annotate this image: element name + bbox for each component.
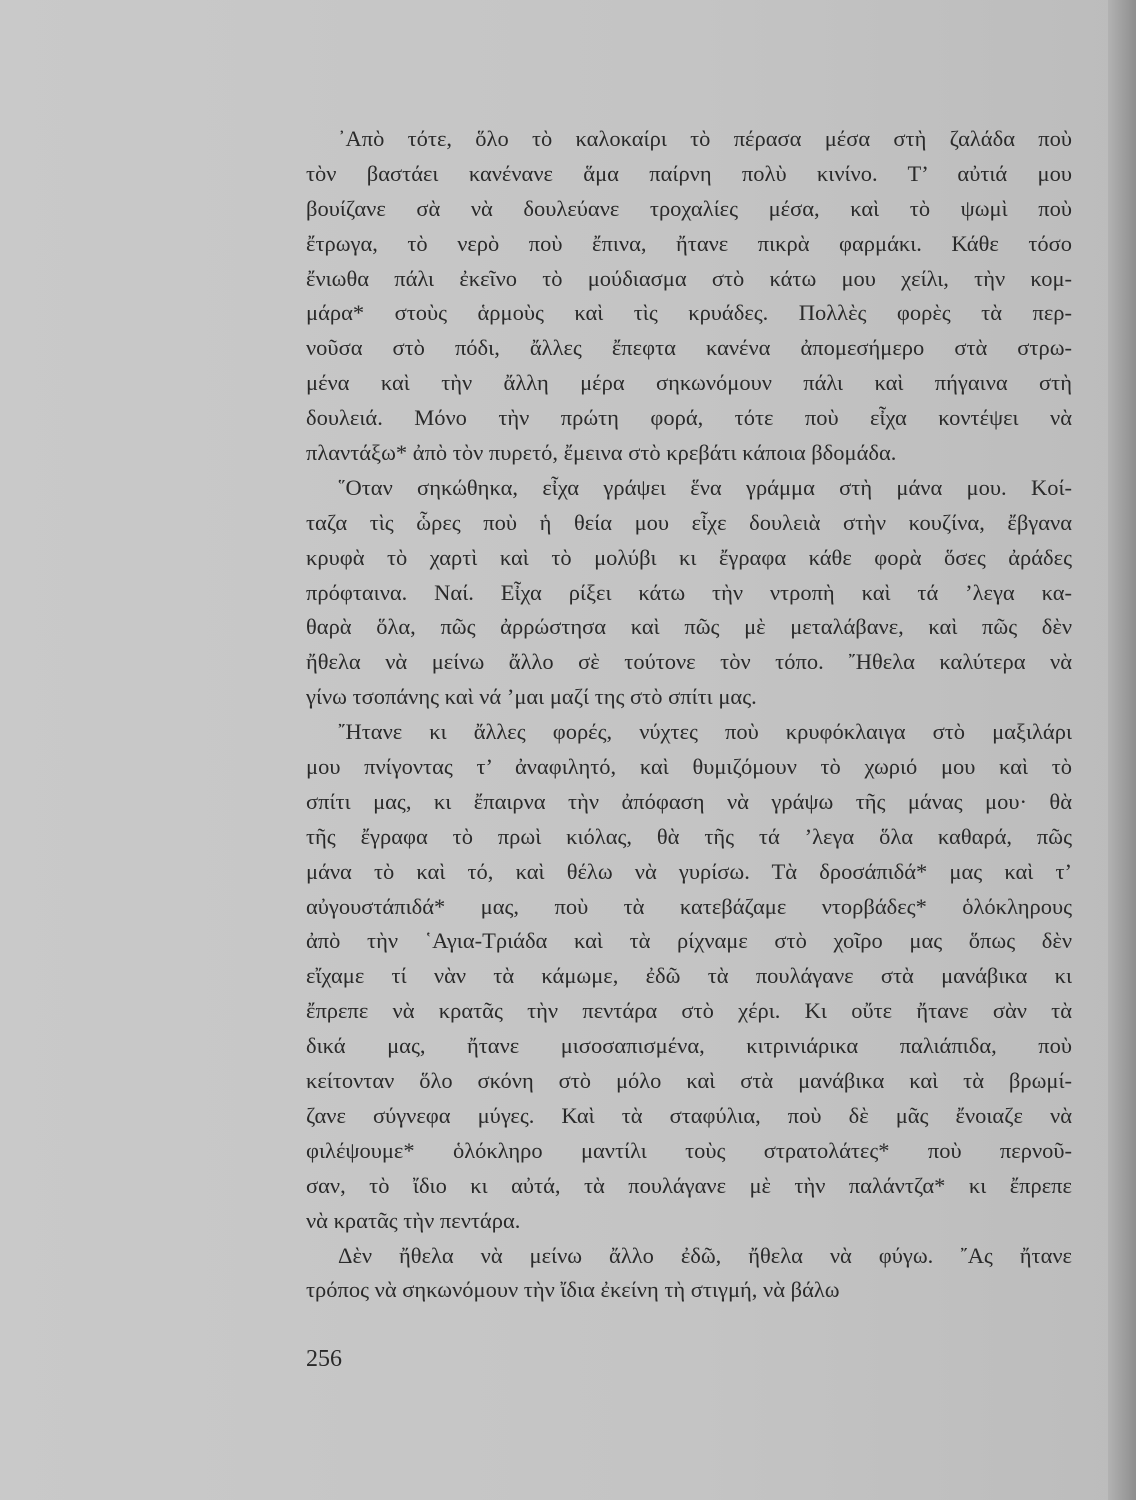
text-line: μάρα* στοὺς ἁρμοὺς καὶ τὶς κρυάδες. Πολλὲς φορὲς τὰ περ- xyxy=(306,300,1072,326)
text-line: ᾿Απὸ τότε, ὅλο τὸ καλοκαίρι τὸ πέρασα μέσα στὴ ζαλάδα ποὺ xyxy=(338,126,1072,151)
text-line: ἤθελα νὰ μείνω ἄλλο σὲ τούτονε τὸν τόπο. ῎Ηθελα καλύτερα νὰ xyxy=(306,649,1072,675)
text-line: νὰ κρατᾶς τὴν πεντάρα. xyxy=(306,1207,521,1233)
text-line: ῞Οταν σηκώθηκα, εἶχα γράψει ἕνα γράμμα στὴ μάνα μου. Κοί- xyxy=(338,474,1072,500)
text-line: σαν, τὸ ἴδιο κι αὐτά, τὰ πουλάγανε μὲ τὴν παλάντζα* κι ἔπρεπε xyxy=(306,1172,1072,1198)
text-line: τῆς ἔγραφα τὸ πρωὶ κιόλας, θὰ τῆς τά ’λεγα ὅλα καθαρά, πῶς xyxy=(306,823,1072,849)
text-line: πλαντάξω* ἀπὸ τὸν πυρετό, ἔμεινα στὸ κρεβάτι κάποια βδομάδα. xyxy=(306,440,897,466)
page-edge-shadow xyxy=(1108,0,1136,1500)
text-line: γίνω τσοπάνης καὶ νά ’μαι μαζί της στὸ σπίτι μας. xyxy=(306,684,757,710)
text-line: αὐγουστάπιδά* μας, ποὺ τὰ κατεβάζαμε ντορβάδες* ὁλόκληρους xyxy=(306,893,1072,919)
text-line: ἔπρεπε νὰ κρατᾶς τὴν πεντάρα στὸ χέρι. Κι οὔτε ἤτανε σὰν τὰ xyxy=(306,998,1072,1024)
text-line: ζανε σύγνεφα μύγες. Καὶ τὰ σταφύλια, ποὺ δὲ μᾶς ἔνοιαζε νὰ xyxy=(306,1102,1072,1128)
text-line: δικά μας, ἤτανε μισοσαπισμένα, κιτρινιάρικα παλιάπιδα, ποὺ xyxy=(306,1033,1072,1059)
text-line: ἔνιωθα πάλι ἐκεῖνο τὸ μούδιασμα στὸ κάτω μου χείλι, τὴν κομ- xyxy=(306,265,1072,291)
text-line: πρόφταινα. Ναί. Εἶχα ρίξει κάτω τὴν ντροπὴ καὶ τά ’λεγα κα- xyxy=(306,579,1072,605)
text-line: κρυφὰ τὸ χαρτὶ καὶ τὸ μολύβι κι ἔγραφα κάθε φορὰ ὅσες ἀράδες xyxy=(306,544,1072,570)
text-line: τὸν βαστάει κανένανε ἅμα παίρνη πολὺ κινίνο. Τ’ αὐτιά μου xyxy=(306,160,1072,186)
page-number: 256 xyxy=(306,1346,342,1372)
text-line: κείτονταν ὅλο σκόνη στὸ μόλο καὶ στὰ μανάβικα καὶ τὰ βρωμί- xyxy=(306,1068,1072,1094)
text-line: ἔτρωγα, τὸ νερὸ ποὺ ἔπινα, ἤτανε πικρὰ φαρμάκι. Κάθε τόσο xyxy=(306,230,1072,256)
text-line: φιλέψουμε* ὁλόκληρο μαντίλι τοὺς στρατολάτες* ποὺ περνοῦ- xyxy=(306,1137,1072,1163)
text-line: μου πνίγοντας τ’ ἀναφιλητό, καὶ θυμιζόμουν τὸ χωριό μου καὶ τὸ xyxy=(306,754,1072,780)
text-line: σπίτι μας, κι ἔπαιρνα τὴν ἀπόφαση νὰ γράψω τῆς μάνας μου· θὰ xyxy=(306,788,1072,814)
text-line: βουίζανε σὰ νὰ δουλεύανε τροχαλίες μέσα, καὶ τὸ ψωμὶ ποὺ xyxy=(306,195,1072,221)
text-line: μένα καὶ τὴν ἄλλη μέρα σηκωνόμουν πάλι καὶ πήγαινα στὴ xyxy=(306,370,1072,396)
body-text xyxy=(306,122,1072,1308)
text-line: ἀπὸ τὴν ῾Αγια-Τριάδα καὶ τὰ ρίχναμε στὸ χοῖρο μας ὅπως δὲν xyxy=(306,928,1072,954)
text-line: θαρὰ ὅλα, πῶς ἀρρώστησα καὶ πῶς μὲ μεταλάβανε, καὶ πῶς δὲν xyxy=(306,614,1072,640)
text-line: εἴχαμε τί νὰν τὰ κάμωμε, ἐδῶ τὰ πουλάγανε στὰ μανάβικα κι xyxy=(306,963,1072,989)
text-line: ῎Ητανε κι ἄλλες φορές, νύχτες ποὺ κρυφόκλαιγα στὸ μαξιλάρι xyxy=(338,719,1072,745)
text-line: τρόπος νὰ σηκωνόμουν τὴν ἴδια ἐκείνη τὴ στιγμή, νὰ βάλω xyxy=(306,1277,840,1303)
text-line: Δὲν ἤθελα νὰ μείνω ἄλλο ἐδῶ, ἤθελα νὰ φύγω. ῎Ας ἤτανε xyxy=(338,1242,1072,1268)
text-line: ταζα τὶς ὧρες ποὺ ἡ θεία μου εἶχε δουλειὰ στὴν κουζίνα, ἔβγανα xyxy=(306,509,1072,535)
text-line: νοῦσα στὸ πόδι, ἄλλες ἔπεφτα κανένα ἀπομεσήμερο στὰ στρω- xyxy=(306,335,1072,361)
text-line: δουλειά. Μόνο τὴν πρώτη φορά, τότε ποὺ εἶχα κοντέψει νὰ xyxy=(306,405,1072,431)
text-line: μάνα τὸ καὶ τό, καὶ θέλω νὰ γυρίσω. Τὰ δροσάπιδά* μας καὶ τ’ xyxy=(306,858,1072,884)
